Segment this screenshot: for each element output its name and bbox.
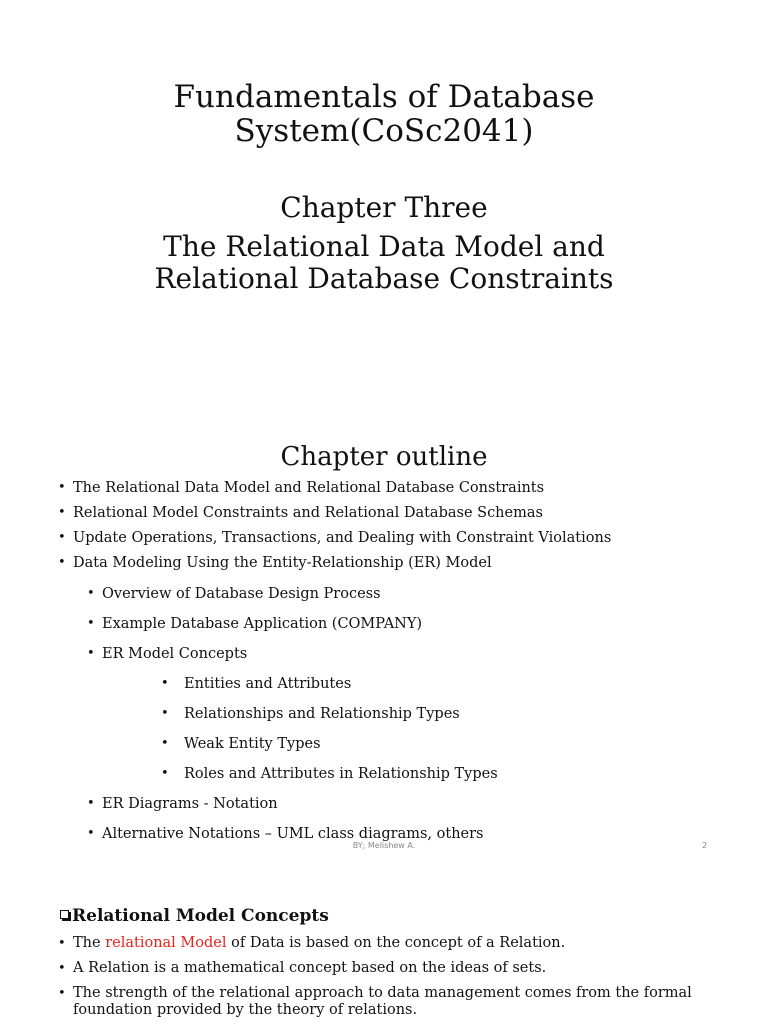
bullet-icon: •	[58, 986, 66, 1001]
list-item: • Example Database Application (COMPANY)	[87, 616, 423, 632]
outline-slide	[0, 400, 768, 860]
slide-footer-author: BY; Melishew A.	[352, 841, 416, 850]
bullet-icon: •	[87, 826, 95, 841]
square-bullet-icon	[60, 910, 69, 919]
outline-list-level2	[87, 585, 423, 675]
list-item: • Entities and Attributes	[161, 676, 352, 692]
list-item: • The relational Model of Data is based on the concept of a Relation.	[58, 935, 566, 951]
list-item: • Update Operations, Transactions, and Dealing with Constraint Violations	[58, 530, 612, 546]
title-slide	[0, 0, 768, 400]
bullet-icon: •	[58, 505, 66, 520]
bullet-icon: •	[161, 766, 169, 781]
list-item: • Alternative Notations – UML class diagrams, others	[87, 826, 484, 842]
list-item: • Roles and Attributes in Relationship Types	[161, 766, 498, 782]
list-item: • Overview of Database Design Process	[87, 586, 381, 602]
course-title-line2: System(CoSc2041)	[234, 113, 534, 149]
concepts-list	[58, 935, 723, 1027]
bullet-icon: •	[58, 530, 66, 545]
slide-page-number: 2	[702, 841, 708, 850]
list-item: • Weak Entity Types	[161, 736, 321, 752]
list-item: • The Relational Data Model and Relational Database Constraints	[58, 480, 545, 496]
list-item: • Relational Model Constraints and Relational Database Schemas	[58, 505, 543, 521]
outline-list-level3	[161, 675, 498, 795]
list-item: • A Relation is a mathematical concept based on the ideas of sets.	[58, 960, 547, 976]
highlighted-term: relational Model	[105, 935, 227, 951]
bullet-icon: •	[58, 555, 66, 570]
chapter-title	[0, 231, 768, 295]
chapter-title-line1: The Relational Data Model and	[163, 230, 605, 263]
bullet-icon: •	[87, 646, 95, 661]
concepts-heading: Relational Model Concepts	[60, 906, 329, 926]
bullet-icon: •	[161, 676, 169, 691]
bullet-icon: •	[161, 736, 169, 751]
chapter-number: Chapter Three	[280, 191, 488, 224]
bullet-icon: •	[58, 961, 66, 976]
list-item: • Relationships and Relationship Types	[161, 706, 460, 722]
course-title-line1: Fundamentals of Database	[173, 79, 595, 115]
bullet-icon: •	[87, 616, 95, 631]
list-item: • The strength of the relational approach to data management comes from the formal foundation provided by the theory of relations.	[58, 985, 692, 1018]
bullet-icon: •	[161, 706, 169, 721]
bullet-icon: •	[87, 586, 95, 601]
list-item: • ER Diagrams - Notation	[87, 796, 278, 812]
bullet-icon: •	[58, 480, 66, 495]
bullet-icon: •	[58, 936, 66, 951]
outline-title: Chapter outline	[280, 442, 488, 472]
concepts-slide	[0, 860, 768, 1024]
course-title	[0, 80, 768, 148]
chapter-title-line2: Relational Database Constraints	[154, 262, 614, 295]
outline-list-level1	[58, 479, 612, 579]
list-item: • Data Modeling Using the Entity-Relationship (ER) Model	[58, 555, 492, 571]
bullet-icon: •	[87, 796, 95, 811]
list-item: • ER Model Concepts	[87, 646, 248, 662]
